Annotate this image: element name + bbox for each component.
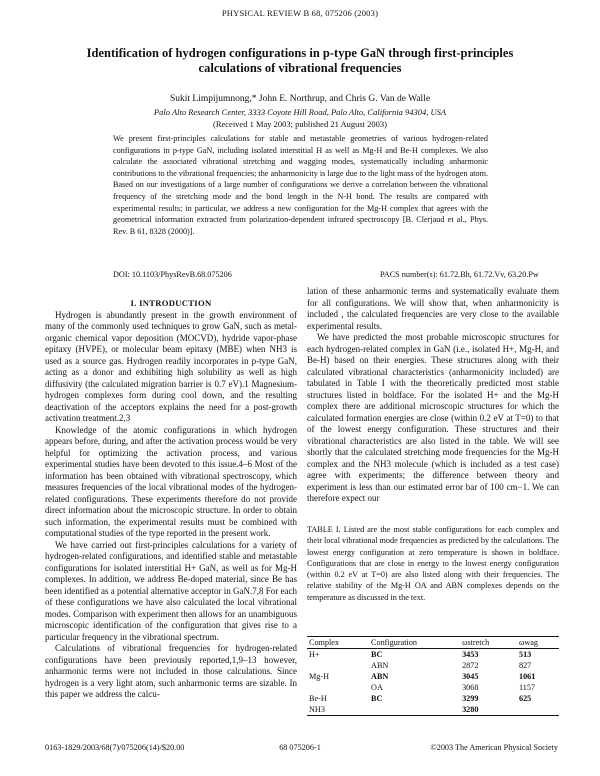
table-cell: Mg-H xyxy=(309,672,330,681)
column-header: ωstretch xyxy=(462,638,490,647)
column-header: ωwag xyxy=(518,638,538,647)
paragraph: Calculations of vibrational frequencies for hydrogen-related configurations have been previously reported,1,9–13 however, anharmonic terms were not included in those calculations. Since hydrogen is a very light atom, such anharmonic terms are sizable. In this paper we address the calcu- xyxy=(45,643,297,699)
column-header: Configuration xyxy=(371,638,417,647)
table-cell xyxy=(307,660,369,671)
abstract: We present first-principles calculations for stable and metastable geometries of various hydrogen-related configurations in p-type GaN, including isolated interstitial H as well as Mg-H and Be-H complexes. We also calculate the associated vibrational stretching and wagging modes, systematically including anharmonic contributions to the vibrational frequencies; the anharmonicity is large due to the light mass of the hydrogen atom. Based on our investigations of a large number of configurations we derive a correlation between the vibrational frequency of the stretching mode and the bond length in the N-H bond. The results are compared with experimental results; in particular, we address a new configuration for the Mg-H complex that agrees with the geometrical information extracted from polarization-dependent infrared spectroscopy [B. Clerjaud et al., Phys. Rev. B 61, 8328 (2000)]. xyxy=(113,134,488,236)
paragraph: Knowledge of the atomic configurations in which hydrogen appears before, during, and after the activation process would be very helpful for optimizing the activation process, and various experimental studies have been devoted to this issue.4–6 Most of the information has been obtained with vibrational spectroscopy, which measures frequencies of the local vibrational modes of the hydrogen-related configurations. These experiments therefore do not provide direct information about the microscopic structure. In order to obtain such information, the experimental results must be combined with computational studies of the type reported in the present work. xyxy=(45,424,297,538)
column-left xyxy=(45,298,297,701)
table-cell xyxy=(369,704,460,716)
column-header: Complex xyxy=(309,638,340,647)
paragraph: Hydrogen is abundantly present in the growth environment of many of the commonly used techniques to grow GaN, such as metal-organic chemical vapor deposition (MOCVD), hydride vapor-phase epitaxy (HVPE), or molecular beam epitaxy (MBE) when NH3 is used as a source gas. Hydrogen readily incorporates in p-type GaN, acting as a donor and exhibiting high solubility as well as high diffusivity (the calculated migration barrier is 0.7 eV).1 Magnesium-hydrogen complexes form during cool down, and the resulting deactivation of the acceptors explains the need for a post-growth activation treatment.2,3 xyxy=(45,309,297,423)
table-cell xyxy=(517,704,559,716)
data-table xyxy=(307,636,559,716)
paper-title: Identification of hydrogen configurations in p-type GaN through first-principles calculations of vibrational frequencies xyxy=(86,46,514,75)
table-cell: 3280 xyxy=(462,705,479,714)
running-head: PHYSICAL REVIEW B 68, 075206 (2003) xyxy=(221,8,379,18)
table-cell: 3453 xyxy=(462,650,479,659)
table-cell: BC xyxy=(371,694,383,703)
paragraph: lation of these anharmonic terms and systematically evaluate them for all configurations. We will show that, when anharmonicity is included , the calculated frequencies are very close to the available experimental results. xyxy=(307,286,559,331)
table-cell xyxy=(307,682,369,693)
received-date: (Received 1 May 2003; published 21 August 2003) xyxy=(213,119,387,129)
table-cell: 827 xyxy=(518,661,532,670)
table-cell: NH3 xyxy=(309,705,325,714)
table-cell: Be-H xyxy=(309,694,327,703)
table-row xyxy=(307,660,559,671)
table-header-row xyxy=(307,637,559,649)
table-cell: OA xyxy=(371,683,383,692)
table-cell: 3068 xyxy=(462,683,479,692)
table-cell: ABN xyxy=(371,672,389,681)
table-cell: 3299 xyxy=(462,694,479,703)
paragraph: We have carried out first-principles calculations for a variety of hydrogen-related configurations, and identified stable and metastable configurations for isolated interstitial H+ GaN, as well as for Mg-H complexes. In addition, we address Be-doped material, since Be has been identified as a potential alternative acceptor in GaN.7,8 For each of these configurations we have also calculated the local vibrational modes. Comparison with experiment then allows for an unambiguous microscopic identification of the configuration that gives rise to a particular frequency in the vibrational spectrum. xyxy=(45,539,297,642)
doi[interactable]: DOI: 10.1103/PhysRevB.68.075206 xyxy=(113,270,232,279)
table-cell: 513 xyxy=(518,650,532,659)
table-cell: 625 xyxy=(518,694,532,703)
authors: Sukit Limpijumnong,* John E. Northrup, and Chris G. Van de Walle xyxy=(169,94,431,104)
paragraph: We have predicted the most probable microscopic structures for each hydrogen-related complex in GaN (i.e., isolated H+, Mg-H, and Be-H) based on their energies. These structures along with their calculated vibrational characteristics (anharmonicity included) are tabulated in Table I with the theoretically predicted most stable structures listed in boldface. For the isolated H+ and the Mg-H complex there are additional microscopic structures for which the calculated formation energies are close (within 0.2 eV at T=0) to that of the lowest energy configuration. These structures and their vibrational characteristics are also listed in the table. We will see shortly that the calculated stretching mode frequencies for the Mg-H complex and the NH3 molecule (which is included as a test case) agree with experiments; the difference between theory and experiment is less than our estimated error bar of 100 cm−1. We can therefore expect our xyxy=(307,332,559,503)
table-cell: H+ xyxy=(309,650,320,659)
column-right xyxy=(307,286,559,505)
table-caption: TABLE I. Listed are the most stable configurations for each complex and their local vibrational mode frequencies as predicted by the calculations. The lowest energy configuration at zero temperature is shown in boldface. Configurations that are close in energy to the lowest energy configuration (within 0.2 eV at T=0) are also listed along with their frequencies. The relative stability of the Mg-H OA and ABN complexes depends on the temperature as discussed in the text. xyxy=(307,525,559,602)
footer-issn: 0163-1829/2003/68(7)/075206(14)/$20.00 xyxy=(45,743,185,752)
table-row xyxy=(307,704,559,716)
footer-page-number: 68 075206-1 xyxy=(279,743,321,752)
table-cell: 1061 xyxy=(518,672,536,681)
table-row xyxy=(307,671,559,682)
table-cell: BC xyxy=(371,650,383,659)
table-row xyxy=(307,682,559,693)
table-cell: 1157 xyxy=(518,683,536,692)
pacs-numbers: PACS number(s): 61.72.Bh, 61.72.Vv, 63.20.Pw xyxy=(380,270,539,279)
table-row xyxy=(307,649,559,661)
footer-copyright: ©2003 The American Physical Society xyxy=(430,743,558,752)
table-cell: 3045 xyxy=(462,672,479,681)
table-cell: ABN xyxy=(371,661,389,670)
table-cell: 2872 xyxy=(462,661,479,670)
affiliation: Palo Alto Research Center, 3333 Coyote Hill Road, Palo Alto, California 94304, USA xyxy=(153,107,447,117)
section-title: I. INTRODUCTION xyxy=(130,298,212,308)
table-row xyxy=(307,693,559,704)
